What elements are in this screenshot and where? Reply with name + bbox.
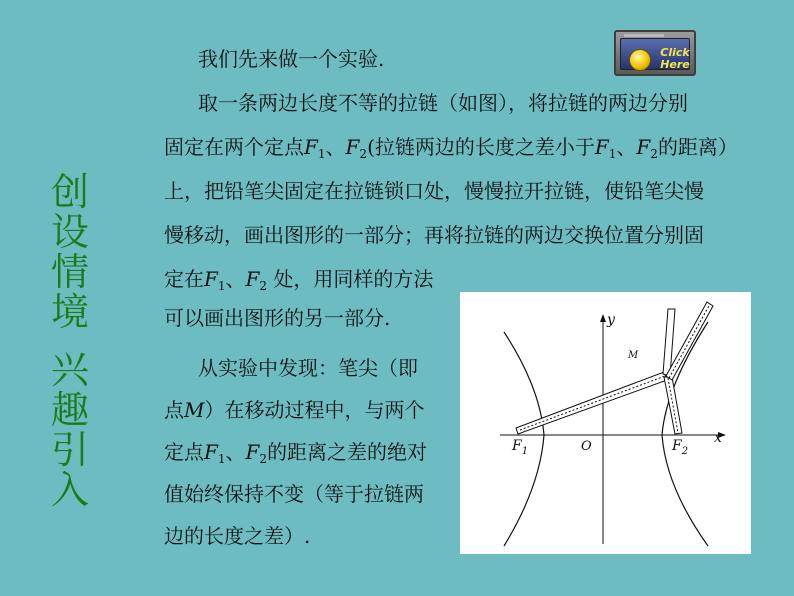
- side-title-char: 兴: [50, 348, 89, 392]
- paragraph-2-line-5: 定在$F_1$、$F_2$ 处，用同样的方法: [164, 267, 434, 293]
- focus2-label: $F_2$: [672, 438, 689, 457]
- paragraph-3-line-3: 定点$F_1$、$F_2$的距离之差的绝对: [164, 440, 428, 466]
- paragraph-2-line-6: 可以画出图形的另一部分.: [164, 306, 391, 330]
- origin-label: O: [581, 439, 592, 454]
- side-title-char: 引: [50, 428, 89, 472]
- paragraph-1-line: 我们先来做一个实验.: [198, 47, 385, 71]
- x-axis-label: x: [714, 430, 722, 446]
- paragraph-2-line-4: 慢移动，画出图形的一部分；再将拉链的两边交换位置分别固: [164, 223, 704, 247]
- paragraph-3-line-1: 从实验中发现：笔尖（即: [198, 356, 418, 380]
- side-title-char: 创: [50, 170, 89, 214]
- hyperbola-svg: [460, 292, 751, 554]
- paragraph-2-line-3: 上，把铅笔尖固定在拉链锁口处，慢慢拉开拉链，使铅笔尖慢: [164, 179, 704, 203]
- y-axis-label: y: [607, 312, 615, 328]
- side-title-char: 设: [50, 210, 89, 254]
- side-title-char: 入: [50, 468, 89, 512]
- focus1-label: $F_1$: [512, 438, 529, 457]
- paragraph-2-line-1: 取一条两边长度不等的拉链（如图），将拉链的两边分别: [198, 91, 688, 115]
- paragraph-2-line-2: 固定在两个定点$F_1$、$F_2$(拉链两边的长度之差小于$F_1$、$F_2$的距离）: [164, 135, 738, 161]
- y-axis-arrow-icon: [600, 314, 606, 322]
- zipper-lower-strip: [664, 377, 682, 434]
- paragraph-3-line-5: 边的长度之差）.: [164, 524, 311, 548]
- paragraph-3-line-2: 点M）在移动过程中，与两个: [164, 398, 425, 422]
- button-face: [620, 38, 690, 70]
- hyperbola-left-branch: [504, 332, 544, 546]
- click-here-button[interactable]: [614, 30, 696, 76]
- side-title: [48, 172, 92, 510]
- side-title-char: 境: [50, 290, 89, 334]
- paragraph-3-line-4: 值始终保持不变（等于拉链两: [164, 482, 424, 506]
- yellow-knob-icon: [629, 49, 651, 71]
- side-title-char: 情: [50, 250, 89, 294]
- button-bevel: [624, 34, 664, 37]
- side-title-char: 趣: [50, 388, 89, 432]
- hyperbola-diagram: [460, 292, 751, 554]
- point-m-label: M: [628, 350, 639, 361]
- button-label: Click Here: [660, 46, 690, 71]
